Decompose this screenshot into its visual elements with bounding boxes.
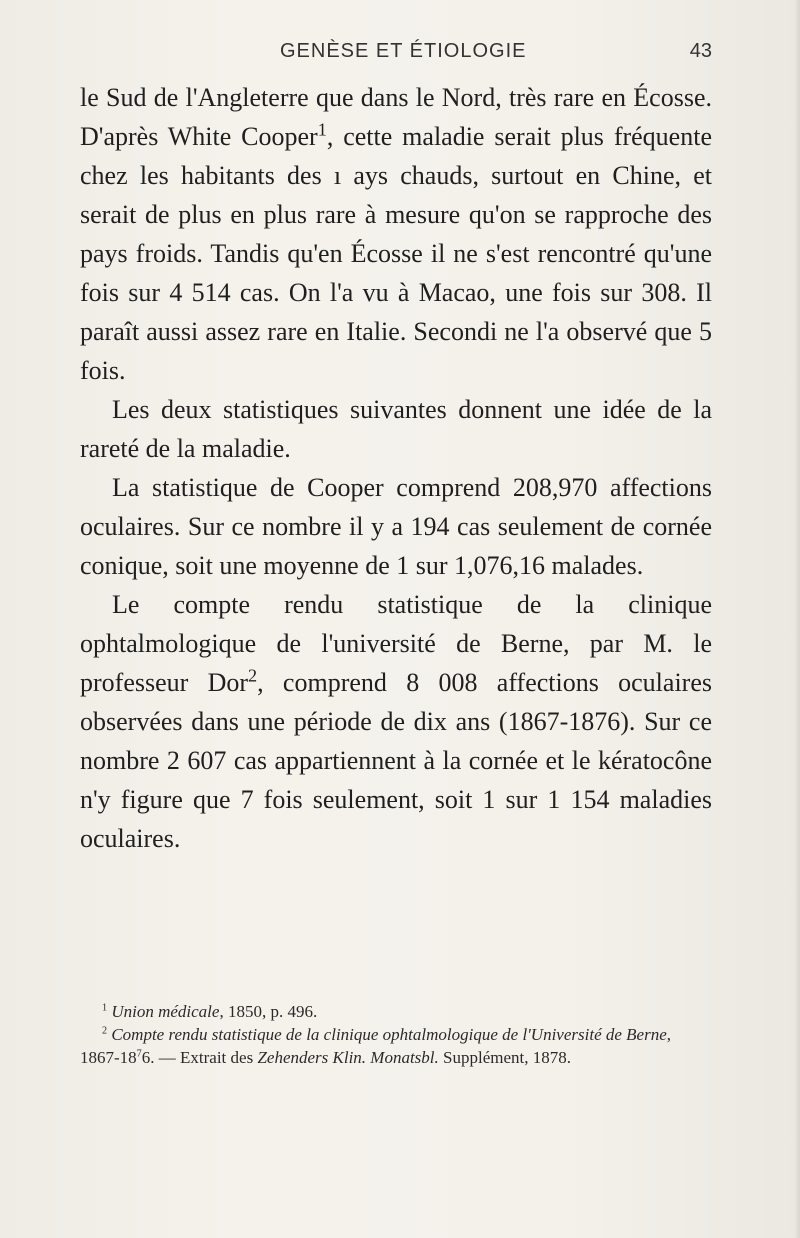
footnote-1-details: , 1850, p. 496. [219,1002,318,1021]
running-title: GENÈSE ET ÉTIOLOGIE [280,40,527,62]
footnote-1 [80,1000,712,1023]
footnote-1-marker: 1 [102,1002,108,1014]
paragraph-2: Les deux statistiques suivantes donnent une idée de la rareté de la maladie. [80,395,712,463]
footnote-2-marker: 2 [102,1025,108,1037]
footnote-2-years: , 1867-18 [80,1025,671,1067]
footnote-ref-1: 1 [317,119,327,140]
footnote-2-supplement: Supplément, 1878. [438,1048,571,1067]
footnote-2-journal: Zehenders Klin. Monatsbl. [257,1048,439,1067]
body-text [80,78,712,858]
paragraph-4-text-a: Le compte rendu statistique de la clinique ophtalmologique de l'université de Berne, par M. le professeur Dor [80,590,712,697]
footnote-1-source: Union médicale [111,1002,220,1021]
paragraph-1 [80,78,712,390]
footnote-ref-2: 2 [248,665,258,686]
paragraph-1-text-b: , cette maladie serait plus fréquente chez les habitants des ı ays chauds, surtout en Chine, et serait de plus en plus rare à mesure qu'on se rapproche des pays froids. Tandis qu'en Écosse il ne s'est rencontré qu'une fois sur 4 514 cas. On l'a vu à Macao, une fois sur 308. Il paraît aussi assez rare en Italie. Secondi ne l'a observé que 5 fois. [80,122,712,385]
footnote-2-extract-prefix: 6. — Extrait des [141,1048,258,1067]
footnotes [80,1000,712,1069]
paragraph-3: La statistique de Cooper comprend 208,970 affections oculaires. Sur ce nombre il y a 194 cas seulement de cornée conique, soit une moyenne de 1 sur 1,076,16 malades. [80,473,712,580]
footnote-2-source: Compte rendu statistique de la clinique ophtalmologique de l'Université de Berne [111,1025,667,1044]
page-header [80,40,712,70]
paragraph-1-text-a: le Sud de l'Angleterre que dans le Nord, très rare en Écosse. D'après White Cooper [80,83,712,151]
footnote-2 [80,1023,712,1069]
paragraph-4 [80,585,712,858]
paragraph-4-text-b: , comprend 8 008 affections oculaires observées dans une période de dix ans (1867-1876). Sur ce nombre 2 607 cas appartiennent à la cornée et le kératocône n'y figure que 7 fois seulement, soit 1 sur 1 154 maladies oculaires. [80,668,712,853]
footnote-2-degree-mark: 7 [136,1048,142,1060]
page-number: 43 [689,40,712,62]
page-edge-shadow [794,0,800,1238]
